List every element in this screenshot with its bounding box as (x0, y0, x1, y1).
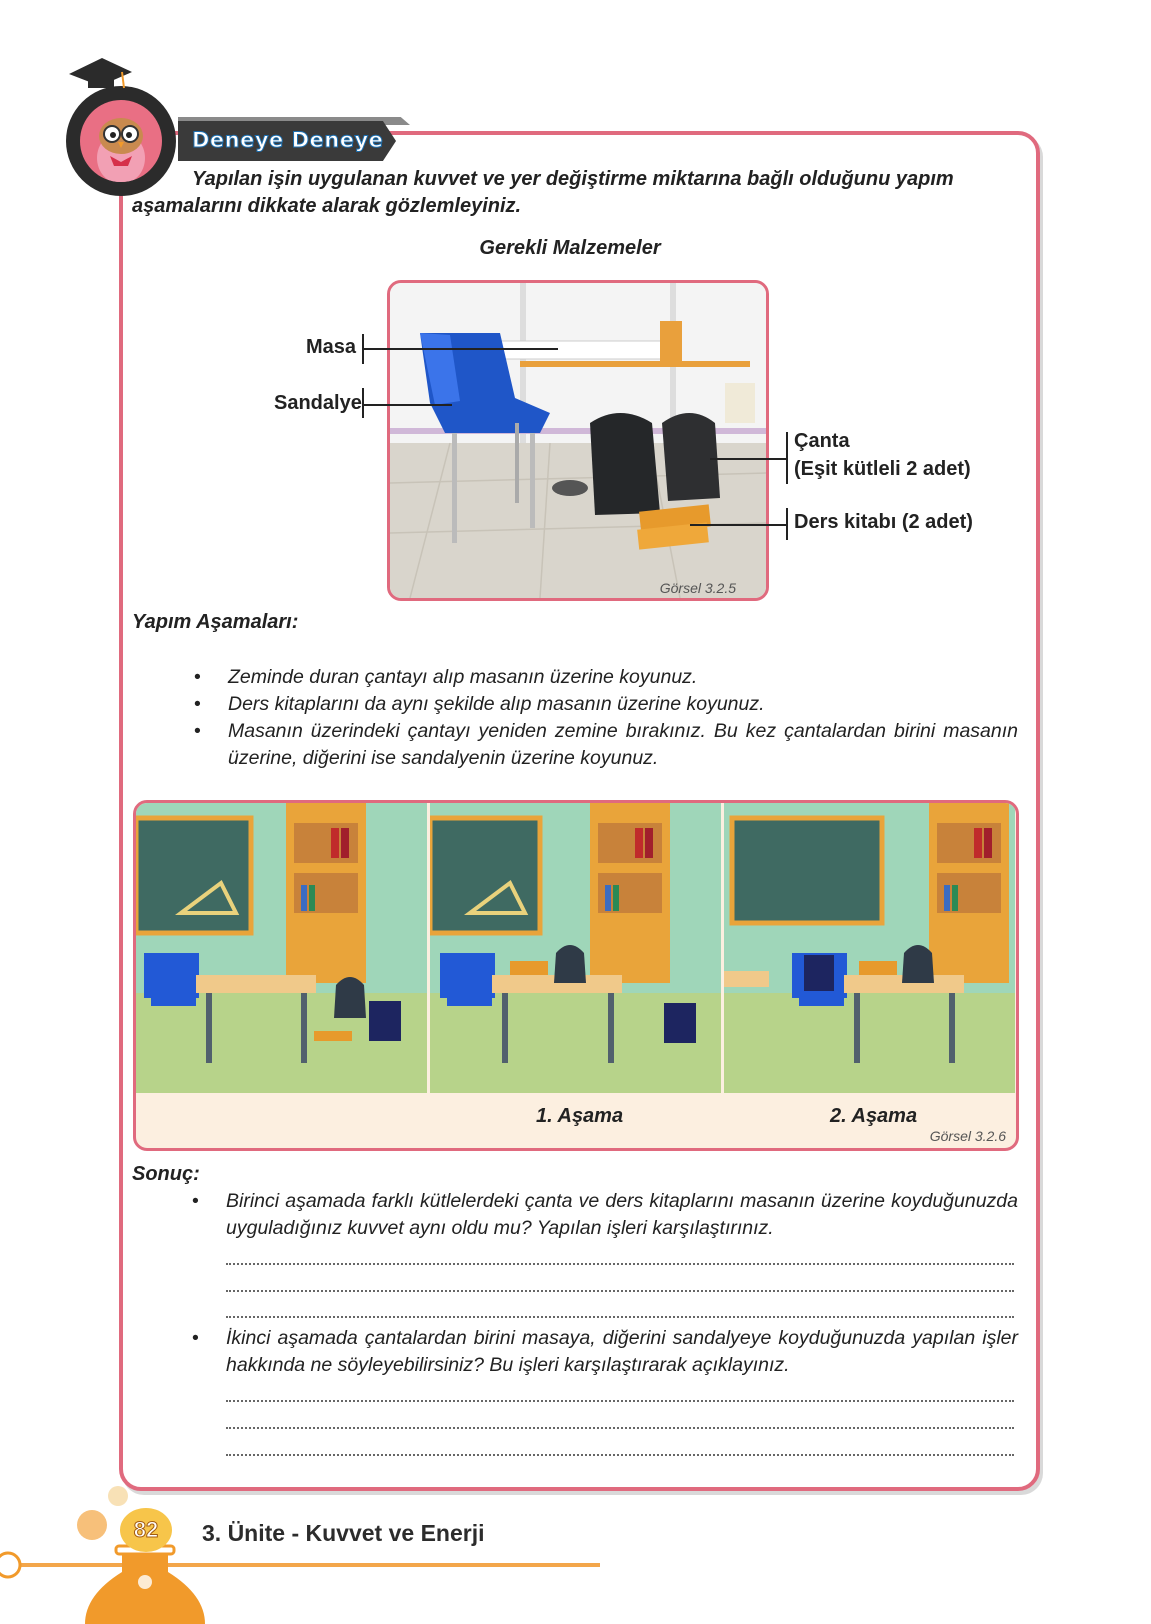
flask-decoration-icon (0, 1480, 640, 1624)
answer-line[interactable] (226, 1400, 1014, 1402)
answer-line[interactable] (226, 1427, 1014, 1429)
answer-line[interactable] (226, 1290, 1014, 1292)
steps-list (228, 664, 1018, 772)
scene-stage-1 (430, 803, 721, 1093)
scene-stage-2 (724, 803, 1015, 1093)
intro-line-2: aşamalarını dikkate alarak gözlemleyiniz. (132, 195, 522, 217)
answer-line[interactable] (226, 1454, 1014, 1456)
label-sandalye-tick (362, 388, 364, 418)
result-title: Sonuç: (132, 1163, 200, 1185)
answer-line[interactable] (226, 1263, 1014, 1265)
scene-initial (136, 803, 427, 1093)
page-number: 82 (120, 1508, 172, 1552)
banner-title: Deneye Deneye (192, 128, 384, 152)
steps-title: Yapım Aşamaları: (132, 611, 299, 633)
step-item: • Ders kitaplarını da aynı şekilde alıp masanın üzerine koyunuz. (228, 691, 1018, 718)
materials-title: Gerekli Malzemeler (479, 237, 661, 259)
result-list-2 (226, 1325, 1018, 1379)
answer-line[interactable] (226, 1316, 1014, 1318)
materials-photo (387, 280, 769, 601)
intro-line-1: Yapılan işin uygulanan kuvvet ve yer değiştirme miktarına bağlı olduğunu yapım (192, 168, 954, 190)
unit-title: 3. Ünite - Kuvvet ve Enerji (202, 1520, 485, 1546)
classroom-scenes (133, 800, 1019, 1151)
label-canta-note: (Eşit kütleli 2 adet) (794, 458, 971, 480)
intro-text (132, 166, 1012, 220)
stage-2-caption: 2. Aşama (830, 1105, 918, 1127)
result-list (226, 1188, 1018, 1242)
question-2: • İkinci aşamada çantalardan birini masaya, diğerini sandalyeye koyduğunuzda yapılan işler hakkında ne söyleyebilirsiniz? Bu işleri karşılaştırarak açıklayınız. (226, 1325, 1018, 1379)
scenes-caption: Görsel 3.2.6 (929, 1128, 1006, 1144)
label-kitap: Ders kitabı (2 adet) (794, 511, 973, 533)
step-item: • Masanın üzerindeki çantayı yeniden zemine bırakınız. Bu kez çantalardan birini masanın üzerine, diğerini ise sandalyenin üzerine koyunuz. (228, 718, 1018, 772)
label-canta-line (710, 458, 788, 460)
photo-caption: Görsel 3.2.5 (659, 580, 736, 596)
label-masa-line (362, 348, 558, 350)
label-canta: Çanta (794, 430, 850, 452)
label-masa: Masa (306, 336, 357, 358)
graduation-cap-icon (64, 52, 134, 92)
label-sandalye: Sandalye (274, 392, 362, 414)
question-1: • Birinci aşamada farklı kütlelerdeki çanta ve ders kitaplarını masanın üzerine koyduğunuzda uyguladığınız kuvvet aynı oldu mu? Yapılan işleri karşılaştırınız. (226, 1188, 1018, 1242)
step-item: • Zeminde duran çantayı alıp masanın üzerine koyunuz. (228, 664, 1018, 691)
stage-1-caption: 1. Aşama (536, 1105, 624, 1127)
label-kitap-line (690, 524, 788, 526)
label-sandalye-line (362, 404, 452, 406)
